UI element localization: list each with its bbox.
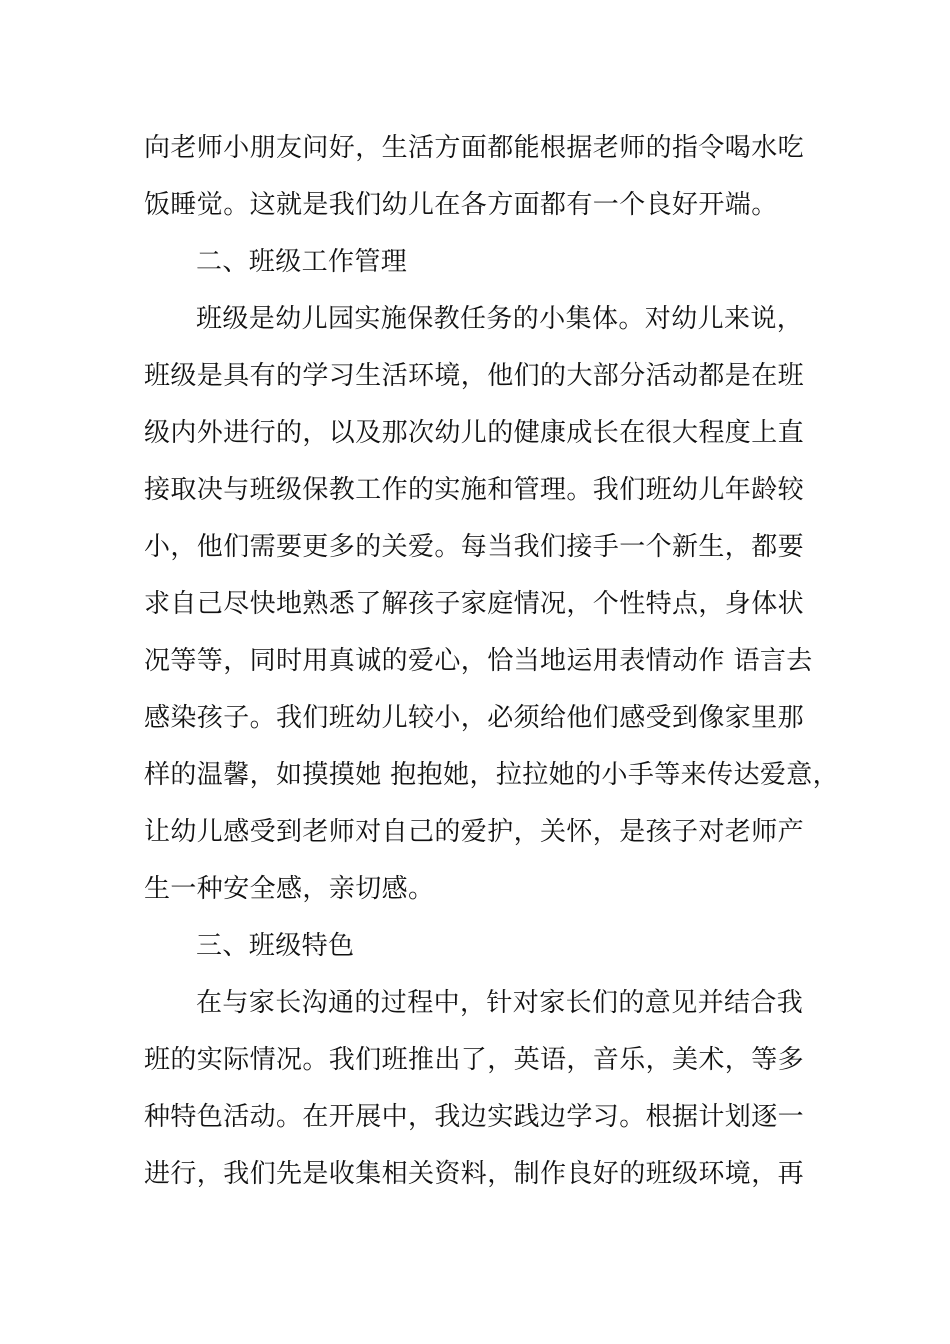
section-heading: 二、班级工作管理 [196, 247, 408, 277]
body-text-line: 求自己尽快地熟悉了解孩子家庭情况，个性特点，身体状 [144, 589, 805, 619]
section-heading: 三、班级特色 [196, 931, 355, 961]
body-text-line: 接取决与班级保教工作的实施和管理。我们班幼儿年龄较 [144, 475, 805, 505]
body-text-line: 感染孩子。我们班幼儿较小，必须给他们感受到像家里那 [144, 703, 805, 733]
body-text-line: 小，他们需要更多的关爱。每当我们接手一个新生，都要 [144, 532, 805, 562]
document-body [144, 120, 840, 1203]
body-text-line: 样的温馨，如摸摸她 抱抱她，拉拉她的小手等来传达爱意， [144, 760, 840, 790]
body-text-line: 生一种安全感，亲切感。 [144, 874, 435, 904]
body-text-line: 种特色活动。在开展中，我边实践边学习。根据计划逐一 [144, 1102, 805, 1132]
body-text-line: 级内外进行的，以及那次幼儿的健康成长在很大程度上直 [144, 418, 805, 448]
body-text-line: 进行，我们先是收集相关资料，制作良好的班级环境，再 [144, 1159, 805, 1189]
body-text-line: 班级是具有的学习生活环境，他们的大部分活动都是在班 [144, 361, 805, 391]
paragraph-first-line: 班级是幼儿园实施保教任务的小集体。对幼儿来说， [196, 304, 804, 334]
body-text-line: 饭睡觉。这就是我们幼儿在各方面都有一个良好开端。 [144, 190, 778, 220]
body-text-line: 况等等，同时用真诚的爱心，恰当地运用表情动作 语言去 [144, 646, 813, 676]
body-text-line: 让幼儿感受到老师对自己的爱护，关怀，是孩子对老师产 [144, 817, 805, 847]
body-text-line: 班的实际情况。我们班推出了，英语，音乐，美术，等多 [144, 1045, 805, 1075]
paragraph-first-line: 在与家长沟通的过程中，针对家长们的意见并结合我 [196, 988, 804, 1018]
body-text-line: 向老师小朋友问好，生活方面都能根据老师的指令喝水吃 [144, 133, 805, 163]
